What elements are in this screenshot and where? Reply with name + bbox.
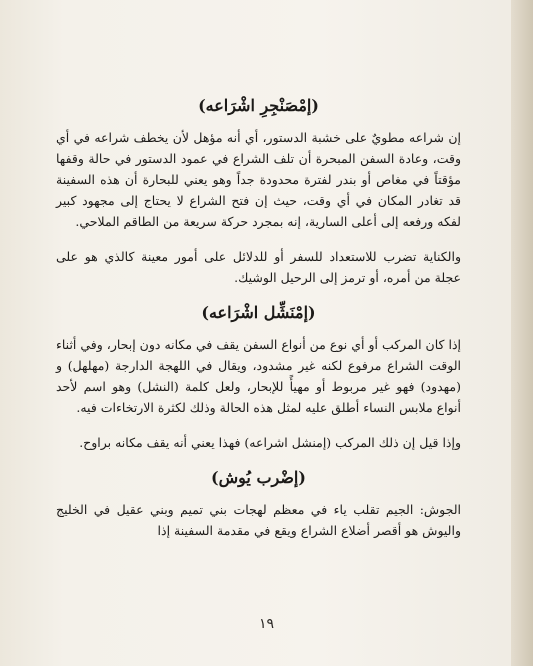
section-heading: (إضْرب يُوش) [211, 468, 306, 487]
section-3 [56, 467, 461, 541]
page-content [56, 95, 461, 555]
page-number: ١٩ [258, 616, 275, 632]
book-spine [511, 0, 533, 666]
paragraph: وإذا قيل إن ذلك المركب (إمنشل اشراعه) فهذا يعني أنه يقف مكانه براوح. [79, 435, 461, 450]
paragraph: إذا كان المركب أو أي نوع من أنواع السفن يقف في مكانه دون إبحار، وفي أثناء الوقت الشراع مرفوع لكنه غير مشدود، ويقال في اللهجة الدارجة (مهلهل) و (مهدود) فهو غير مربوط أو مهيأً للإبحار، ولعل كلمة (النشل) وهو اسم لأحد أنواع ملابس النساء أطلق عليه لمثل هذه الحالة وذلك لكثرة الارتخاءات فيه. [56, 337, 461, 415]
section-1 [56, 95, 461, 288]
section-heading: (إمْنَشِّل اشْرَاعه) [201, 303, 316, 322]
section-2 [56, 302, 461, 453]
paragraph: إن شراعه مطويٌ على خشبة الدستور، أي أنه مؤهل لأن يخطف شراعه في أي وقت، وعادة السفن المبحرة أن تلف الشراع في عمود الدستور في حالة وقفها مؤقتاً في مغاص أو بندر لفترة محدودة جداً وهو يعني للبحارة أن هذه السفينة قد تغادر المكان في أي وقت، حيث إن فتح الشراع لا يحتاج إلى مجهود كبير لفكه ورفعه إلى أعلى السارية، إنه بمجرد حركة سريعة من الطاقم الملاحي. [56, 130, 461, 229]
section-heading: (إمْصَنْجِرِ اشْرَاعه) [198, 96, 319, 115]
paragraph: الجوش: الجيم تقلب ياء في معظم لهجات بني تميم وبني عقيل في الخليج واليوش هو أقصر أضلاع الشراع ويقع في مقدمة السفينة إذا [56, 502, 461, 538]
paragraph: والكناية تضرب للاستعداد للسفر أو للدلائل على أمور معينة كالذي هو على عجلة من أمره، أو ترمز إلى الرحيل الوشيك. [56, 249, 461, 285]
